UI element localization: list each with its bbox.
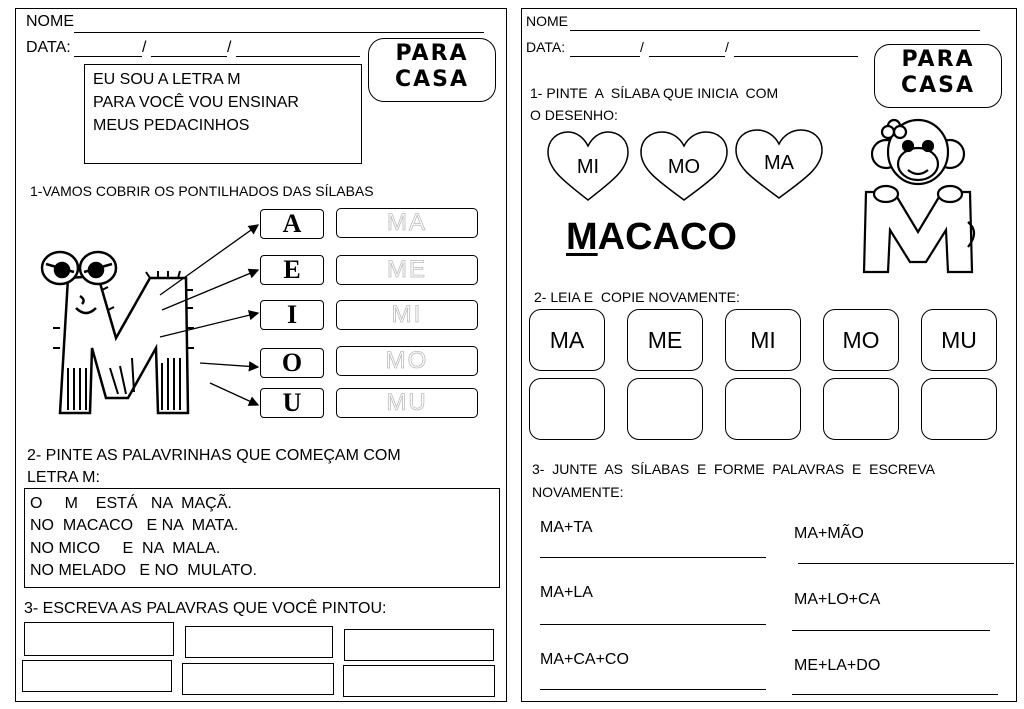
right-question-1-line: 1- PINTE A SÍLABA QUE INICIA COM [530,85,779,101]
macaco-first-letter: M [566,216,598,258]
trace-box-mi[interactable]: MI [336,300,478,330]
answer-box[interactable] [185,626,333,658]
syllable-box-ma: MA [529,309,605,371]
right-nome-label: NOME [526,13,568,29]
answer-box[interactable] [24,622,174,656]
sentence-line[interactable]: NO MICO E NA MALA. [30,540,221,557]
right-data-label: DATA: [526,39,566,55]
trace-box-mo[interactable]: MO [336,346,478,376]
answer-box[interactable] [182,663,334,695]
vowel-box-u: U [260,388,324,418]
right-question-3-line: NOVAMENTE: [532,484,624,500]
right-date-slash: / [725,39,729,55]
combo-label-ma-ta: MA+TA [540,519,593,536]
answer-box[interactable] [344,629,494,661]
right-para-casa-badge [874,44,1002,108]
left-casa-text: CASA [394,67,470,92]
copy-box[interactable] [921,378,997,440]
left-question-2-line: 2- PINTE AS PALAVRINHAS QUE COMEÇAM COM [27,447,401,464]
heart-option-ma[interactable] [733,128,825,200]
right-year-line[interactable] [734,56,858,57]
vowel-box-i: I [260,300,324,330]
macaco-word [566,218,737,256]
arrow-to-o [200,363,258,367]
combo-answer-line[interactable] [792,694,998,695]
right-date-slash: / [640,39,644,55]
combo-answer-line[interactable] [798,563,1014,564]
combo-answer-line[interactable] [540,557,766,558]
combo-label-ma-ca-co: MA+CA+CO [540,651,629,668]
left-day-line[interactable] [74,56,142,57]
left-date-slash: / [227,39,232,56]
vowel-box-o: O [260,348,324,378]
copy-box[interactable] [529,378,605,440]
arrow-to-i [160,313,258,337]
trace-box-ma[interactable]: MA [336,208,478,238]
syllable-box-mu: MU [921,309,997,371]
right-nome-line[interactable] [570,30,980,31]
sentence-line[interactable]: NO MELADO E NO MULATO. [30,562,257,579]
arrow-to-e [162,270,258,310]
left-question-2-line: LETRA M: [27,469,100,486]
combo-label-me-la-do: ME+LA+DO [794,657,881,674]
combo-answer-line[interactable] [540,689,766,690]
syllable-box-mi: MI [725,309,801,371]
right-question-3-line: 3- JUNTE AS SÍLABAS E FORME PALAVRAS E ESCREVA [532,461,936,477]
left-date-slash: / [142,39,147,56]
left-intro-line: PARA VOCÊ VOU ENSINAR [93,94,299,111]
combo-label-ma-lo-ca: MA+LO+CA [794,591,881,608]
combo-answer-line[interactable] [792,630,990,631]
syllable-box-me: ME [627,309,703,371]
copy-box[interactable] [725,378,801,440]
arrow-to-a [160,225,258,295]
heart-option-mo[interactable] [638,130,730,202]
left-intro-line: MEUS PEDACINHOS [93,117,250,134]
combo-label-ma-la: MA+LA [540,584,593,601]
copy-box[interactable] [823,378,899,440]
right-month-line[interactable] [649,56,725,57]
macaco-rest: ACACO [597,216,737,258]
syllable-box-mo: MO [823,309,899,371]
monkey-letter-m-illustration [856,112,980,277]
vowel-box-e: E [260,255,324,285]
left-month-line[interactable] [151,56,227,57]
left-nome-label: NOME [26,13,74,30]
left-question-3: 3- ESCREVA AS PALAVRAS QUE VOCÊ PINTOU: [24,600,387,617]
matching-arrows [150,205,265,415]
right-casa-text: CASA [900,73,976,98]
sentence-line[interactable]: O M ESTÁ NA MAÇÃ. [30,495,232,512]
vowel-box-a: A [260,209,324,239]
heart-label: MO [667,156,701,178]
copy-box[interactable] [627,378,703,440]
sentence-line[interactable]: NO MACACO E NA MATA. [30,517,239,534]
answer-box[interactable] [22,660,172,692]
right-question-2: 2- LEIA E COPIE NOVAMENTE: [534,289,740,305]
left-question-1: 1-VAMOS COBRIR OS PONTILHADOS DAS SÍLABAS [30,183,374,199]
left-para-text: PARA [395,41,469,66]
left-intro-line: EU SOU A LETRA M [93,71,241,88]
left-para-casa-badge [368,38,496,102]
answer-box[interactable] [343,665,495,697]
left-nome-line[interactable] [74,32,484,33]
arrow-to-u [210,383,258,405]
left-data-label: DATA: [26,39,71,56]
combo-answer-line[interactable] [540,624,766,625]
heart-label: MI [576,156,600,178]
heart-option-mi[interactable] [545,130,631,202]
combo-label-ma-mao: MA+MÃO [794,525,864,542]
right-question-1-line: O DESENHO: [530,107,618,123]
heart-label: MA [764,152,794,174]
trace-box-mu[interactable]: MU [336,388,478,418]
left-year-line[interactable] [236,56,360,57]
right-para-text: PARA [901,47,975,72]
right-day-line[interactable] [570,56,640,57]
trace-box-me[interactable]: ME [336,255,478,285]
